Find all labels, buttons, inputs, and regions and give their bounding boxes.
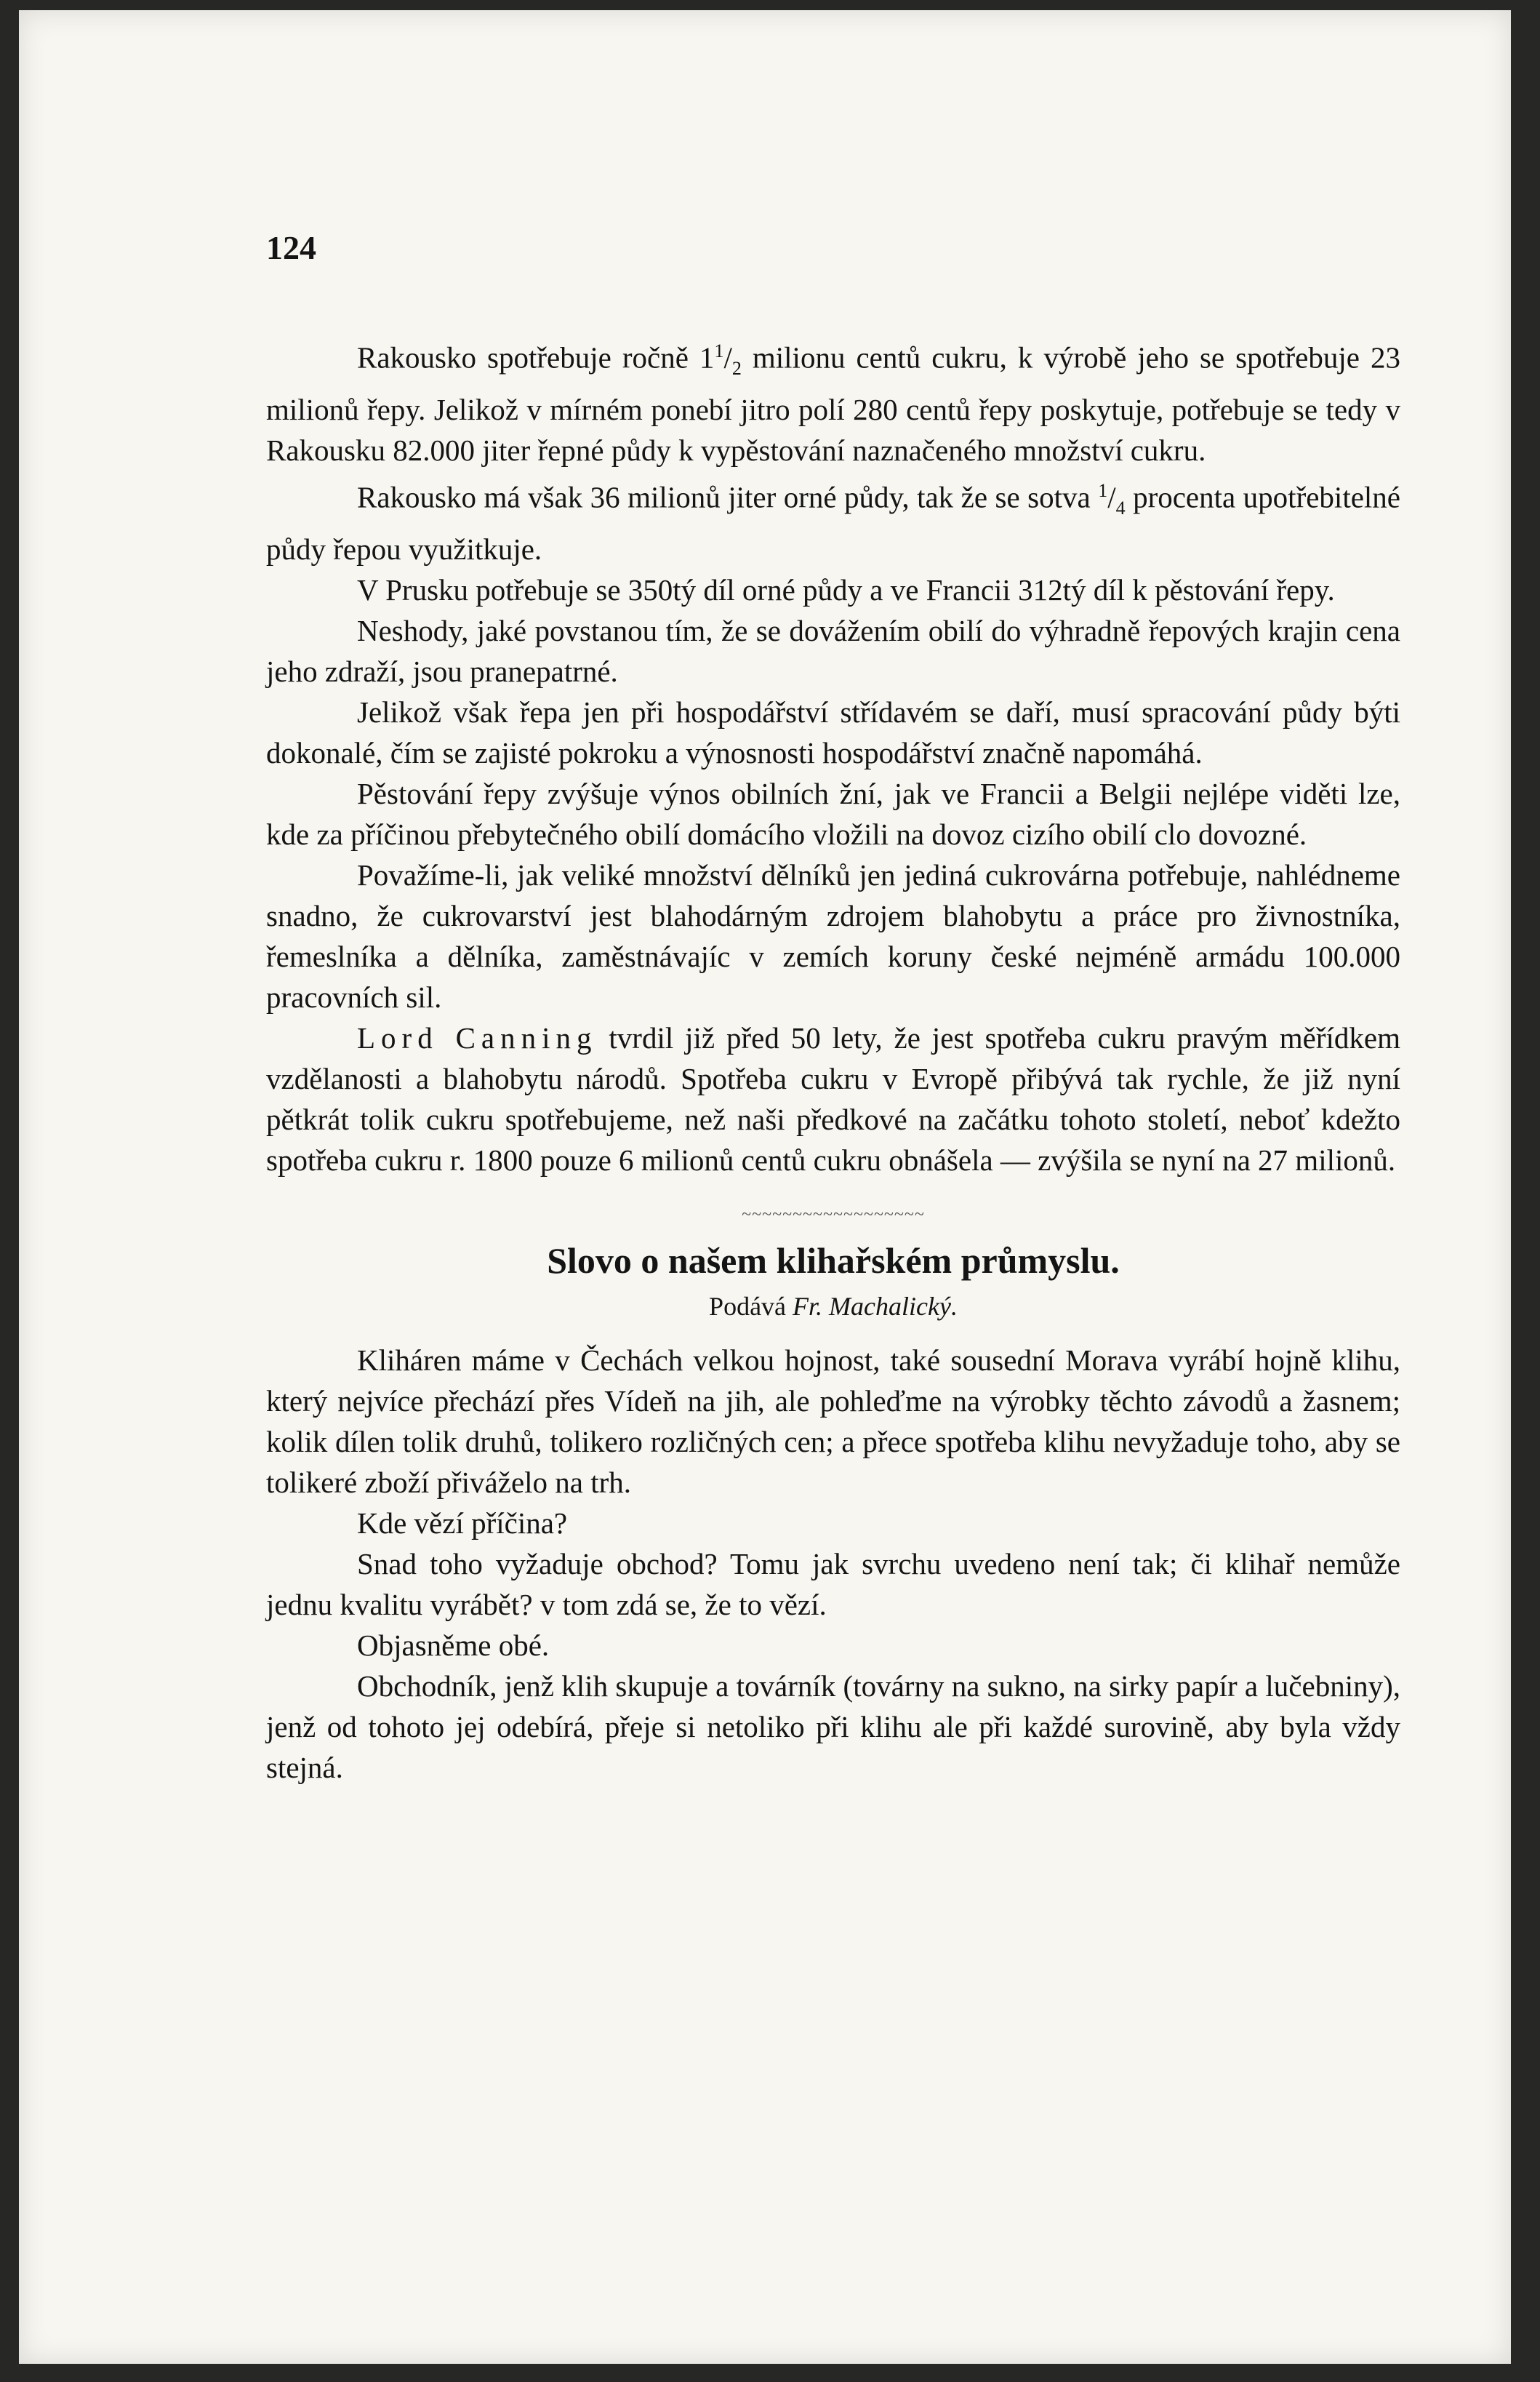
byline-prefix: Podává: [709, 1291, 793, 1321]
paragraph: Jelikož však řepa jen při hospodářství střídavém se daří, musí spracování půdy býti dokonalé, čím se zajisté pokroku a výnosnosti hospodářství značně napomáhá.: [266, 695, 1400, 770]
paragraph: Neshody, jaké povstanou tím, že se dovážením obilí do výhradně řepových krajin cena jeho zdraží, jsou pranepatrné.: [266, 613, 1400, 688]
paragraph: Rakousko má však 36 milionů jiter orné půdy, tak že se sotva $^1/_4$ procenta upotřebitelné půdy řepou využitkuje.: [266, 479, 1400, 566]
fraction-numerator: 1: [1098, 479, 1108, 501]
byline-author: Fr. Machalický.: [793, 1291, 958, 1321]
paragraph: Rakousko spotřebuje ročně $1^1/_2$ milionu centů cukru, k výrobě jeho se spotřebuje 23 milionů řepy. Jelikož v mírném ponebí jitro polí 280 centů řepy poskytuje, potřebuje se tedy v Rakousku 82.000 jiter řepné půdy k vypěstování naznačeného množství cukru.: [266, 340, 1400, 467]
paragraph: Obchodník, jenž klih skupuje a továrník (továrny na sukno, na sirky papír a lučebniny), jenž od tohoto jej odebírá, přeje si netoliko při klihu ale při každé surovině, aby byla vždy stejná.: [266, 1668, 1400, 1784]
page-number: 124: [266, 229, 316, 266]
article-title: Slovo o našem klihařském průmyslu.: [547, 1239, 1120, 1281]
fraction-numerator: 1: [714, 340, 724, 361]
person-name: Lord Canning: [357, 1020, 598, 1055]
paragraph: Považíme-li, jak veliké množství dělníků jen jediná cukrovárna potřebuje, nahlédneme snadno, že cukrovarství jest blahodárným zdrojem blahobytu a práce pro živnostníka, řemeslníka a dělníka, zaměstnávajíc v zemích koruny české nejméně armádu 100.000 pracovních sil.: [266, 858, 1400, 1014]
paragraph: V Prusku potřebuje se 350tý díl orné půdy a ve Francii 312tý díl k pěstování řepy.: [357, 572, 1335, 607]
paragraph-text: procenta upotřebitelné půdy řepou využitkuje.: [266, 480, 1400, 566]
paragraph: [266, 1018, 1400, 1180]
paragraph: Snad toho vyžaduje obchod? Tomu jak svrchu uvedeno není tak; či klihař nemůže jednu kvalitu vyrábět? v tom zdá se, že to vězí.: [266, 1546, 1400, 1621]
paragraph: Objasněme obé.: [357, 1628, 550, 1662]
byline: [266, 1286, 1400, 1327]
page-content: [266, 228, 1400, 1788]
section-separator: ~~~~~~~~~~~~~~~~~~: [742, 1204, 925, 1224]
paragraph-text: Rakousko má však 36 milionů jiter orné půdy, tak že se sotva: [357, 480, 1099, 514]
paragraph-text: tvrdil již před 50 lety, že jest spotřeba cukru pravým měřídkem vzdělanosti a blahobytu národů. Spotřeba cukru v Evropě přibývá tak rychle, že již nyní pětkrát tolik cukru spotřebujeme, než naši předkové na začátku tohoto století, neboť kdežto spotřeba cukru r. 1800 pouze 6 milionů centů cukru obnášela — zvýšila se nyní na 27 milionů.: [266, 1020, 1400, 1177]
fraction-denominator: 4: [1115, 497, 1126, 519]
book-page: [19, 10, 1511, 2364]
paragraph-text: Rakousko spotřebuje ročně 1: [357, 340, 715, 375]
paragraph: Kde vězí příčina?: [357, 1506, 568, 1540]
paragraph: Pěstování řepy zvýšuje výnos obilních žní, jak ve Francii a Belgii nejlépe viděti lze, kde za příčinou přebytečného obilí domácího vložili na dovoz cizího obilí clo dovozné.: [266, 776, 1400, 851]
paragraph: Kliháren máme v Čechách velkou hojnost, také sousední Morava vyrábí hojně klihu, který nejvíce přechází přes Vídeň na jih, ale pohleďme na výrobky těchto závodů a žasnem; kolik dílen tolik druhů, tolikero rozličných cen; a přece spotřeba klihu nevyžaduje toho, aby se tolikeré zboží přiváželo na trh.: [266, 1343, 1400, 1499]
paragraph-text: milionu centů cukru, k výrobě jeho se spotřebuje 23 milionů řepy. Jelikož v mírném ponebí jitro polí 280 centů řepy poskytuje, potřebuje se tedy v Rakousku 82.000 jiter řepné půdy k vypěstování naznačeného množství cukru.: [266, 340, 1400, 467]
fraction-denominator: 2: [731, 357, 742, 379]
